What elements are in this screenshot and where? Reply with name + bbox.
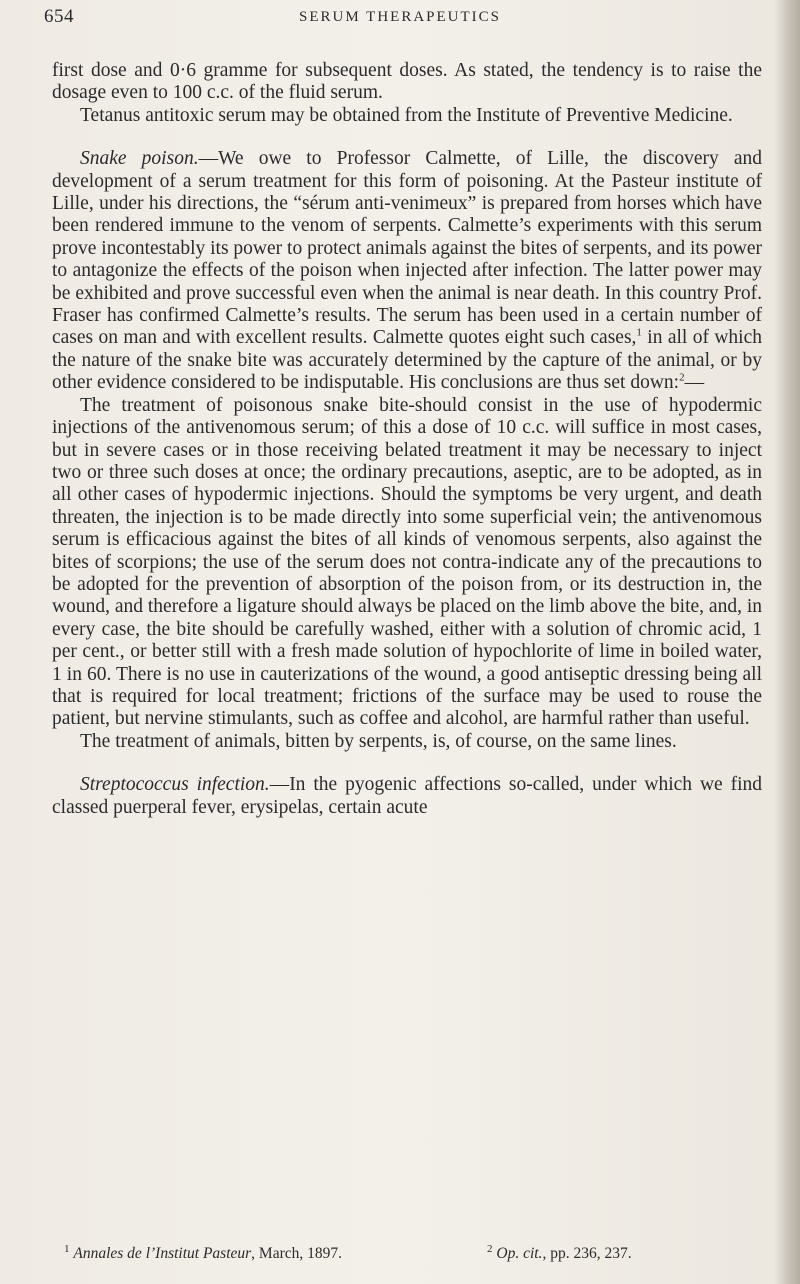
paragraph-tetanus: Tetanus antitoxic serum may be obtained from the Institute of Preventive Medicine. xyxy=(80,104,733,126)
section-heading-snake-poison: Snake poison. xyxy=(80,148,199,170)
footnote-ref-2: 2 xyxy=(679,371,685,384)
paragraph-snake-poison: Snake poison.—We owe to Professor Calmette, of Lille, the discovery and development of a serum treatment for this form of poisoning. At the Pasteur institute of Lille, under his directions, the “sérum anti-venimeux” is prepared from horses which have been rendered immune to the venom of serpents. Calmette’s experiments with this serum prove incontestably its power to protect animals against the bites of serpents, and its power to antagonize the effects of the poison when injected after infection. The latter power may be exhibited and prove successful even when the animal is near death. In this country Prof. Fraser has confirmed Calmette’s results. The serum has been used in a certain number of cases on man and with excellent results. Calmette quotes eight such cases,$^1$ in all of which the nature of the snake bite was accurately determined by the capture of the animal, or by other evidence considered to be indisputable. His conclusions are thus set down:$^2$— xyxy=(52,148,762,394)
running-head: SERUM THERAPEUTICS xyxy=(299,9,501,25)
footnote-ref-1: 1 xyxy=(636,326,642,339)
footnote-1: $^1$ Annales de l’Institut Pasteur, March, 1897. xyxy=(64,1242,342,1262)
footnote-2: $^2$ Op. cit., pp. 236, 237. xyxy=(487,1242,632,1262)
page-number: 654 xyxy=(44,6,74,27)
section-heading-streptococcus: Streptococcus infection. xyxy=(80,774,270,796)
paragraph-streptococcus: Streptococcus infection.—In the pyogenic affections so-called, under which we find classed puerperal fever, erysipelas, certain acute xyxy=(52,774,763,818)
page-edge-shadow xyxy=(774,0,800,1284)
paragraph-dosage: first dose and 0·6 gramme for subsequent doses. As stated, the tendency is to raise the dosage even to 100 c.c. of the fluid serum. xyxy=(52,60,762,104)
body-text xyxy=(52,60,762,819)
paragraph-treatment-conclusions: The treatment of poisonous snake bite-should consist in the use of hypodermic injections of the antivenomous serum; of this a dose of 10 c.c. will suffice in most cases, but in severe cases or in those receiving belated treatment it may be necessary to inject two or three such doses at once; the ordinary precautions, aseptic, are to be adopted, as in all other cases of hypodermic injections. Should the symptoms be very urgent, and death threaten, the injection is to be made directly into some superficial vein; the antivenomous serum is efficacious against the bites of all kinds of venomous serpents, also against the bites of scorpions; the use of the serum does not contra-indicate any of the precautions to be adopted for the prevention of absorption of the poison from, or its destruction in, the wound, and therefore a ligature should always be placed on the limb above the bite, and, in every case, the bite should be carefully washed, either with a solution of chromic acid, 1 per cent., or better still with a fresh made solution of hypochlorite of lime in boiled water, 1 in 60. There is no use in cauterizations of the wound, a good antiseptic dressing being all that is required for local treatment; frictions of the surface may be used to rouse the patient, but nervine stimulants, such as coffee and alcohol, are harmful rather than useful. xyxy=(52,394,762,730)
paragraph-animals: The treatment of animals, bitten by serpents, is, of course, on the same lines. xyxy=(80,730,677,752)
